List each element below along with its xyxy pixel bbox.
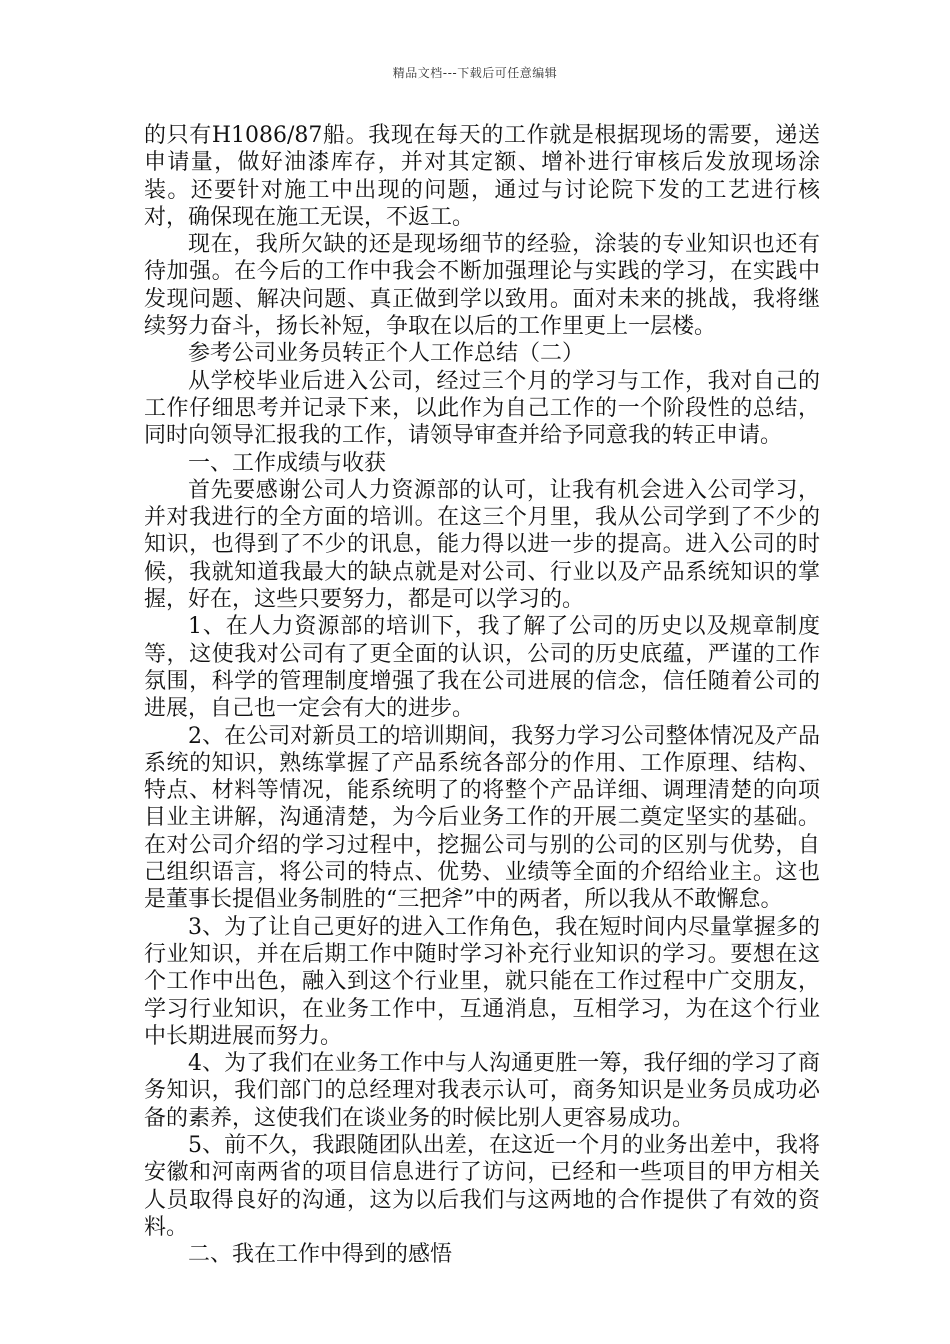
list-item-4: 4、为了我们在业务工作中与人沟通更胜一筹，我仔细的学习了商务知识，我们部门的总经理对我表示认可，商务知识是业务员成功必备的素养，这使我们在谈业务的时候比别人更容易成功。 [144,1051,820,1131]
list-item-1: 1、在人力资源部的培训下，我了解了公司的历史以及规章制度等，这使我对公司有了更全面的认识，公司的历史底蕴，严谨的工作氛围，科学的管理制度增强了我在公司进展的信念，信任随着公司的进展，自己也一定会有大的进步。 [144,614,820,722]
section-title: 参考公司业务员转正个人工作总结（二） [188,341,585,367]
page-header: 精品文档---下载后可任意编辑 [392,66,558,80]
paragraph: 首先要感谢公司人力资源部的认可，让我有机会进入公司学习，并对我进行的全方面的培训。在这三个月里，我从公司学到了不少的知识，也得到了不少的讯息，能力得以进一步的提高。进入公司的时候，我就知道我最大的缺点就是对公司、行业以及产品系统知识的掌握，好在，这些只要努力，都是可以学习的。 [144,477,820,613]
section-heading: 一、工作成绩与收获 [188,450,387,476]
document-body [144,122,820,1268]
paragraph: 现在，我所欠缺的还是现场细节的经验，涂装的专业知识也还有待加强。在今后的工作中我会不断加强理论与实践的学习，在实践中发现问题、解决问题、真正做到学以致用。面对未来的挑战，我将继续努力奋斗，扬长补短，争取在以后的工作里更上一层楼。 [144,232,820,340]
paragraph-continuation: 的只有H1086/87船。我现在每天的工作就是根据现场的需要，递送申请量，做好油漆库存，并对其定额、增补进行审核后发放现场涂装。还要针对施工中出现的问题，通过与讨论院下发的工艺进行核对，确保现在施工无误，不返工。 [144,123,820,230]
list-item-2: 2、在公司对新员工的培训期间，我努力学习公司整体情况及产品系统的知识，熟练掌握了产品系统各部分的作用、工作原理、结构、特点、材料等情况，能系统明了的将整个产品详细、调理清楚的向项目业主讲解，沟通清楚，为今后业务工作的开展二奠定坚实的基础。在对公司介绍的学习过程中，挖掘公司与别的公司的区别与优势，自己组织语言，将公司的特点、优势、业绩等全面的介绍给业主。这也是董事长提倡业务制胜的“三把斧”中的两者，所以我从不敢懈怠。 [144,723,820,913]
list-item-5: 5、前不久，我跟随团队出差，在这近一个月的业务出差中，我将安徽和河南两省的项目信息进行了访问，已经和一些项目的甲方相关人员取得良好的沟通，这为以后我们与这两地的合作提供了有效的资料。 [144,1132,820,1240]
section-heading: 二、我在工作中得到的感悟 [188,1242,453,1268]
list-item-3: 3、为了让自己更好的进入工作角色，我在短时间内尽量掌握多的行业知识，并在后期工作中随时学习补充行业知识的学习。要想在这个工作中出色，融入到这个行业里，就只能在工作过程中广交朋友，学习行业知识，在业务工作中，互通消息，互相学习，为在这个行业中长期进展而努力。 [144,914,820,1049]
paragraph: 从学校毕业后进入公司，经过三个月的学习与工作，我对自己的工作仔细思考并记录下来，以此作为自己工作的一个阶段性的总结，同时向领导汇报我的工作，请领导审查并给予同意我的转正申请。 [144,368,820,449]
